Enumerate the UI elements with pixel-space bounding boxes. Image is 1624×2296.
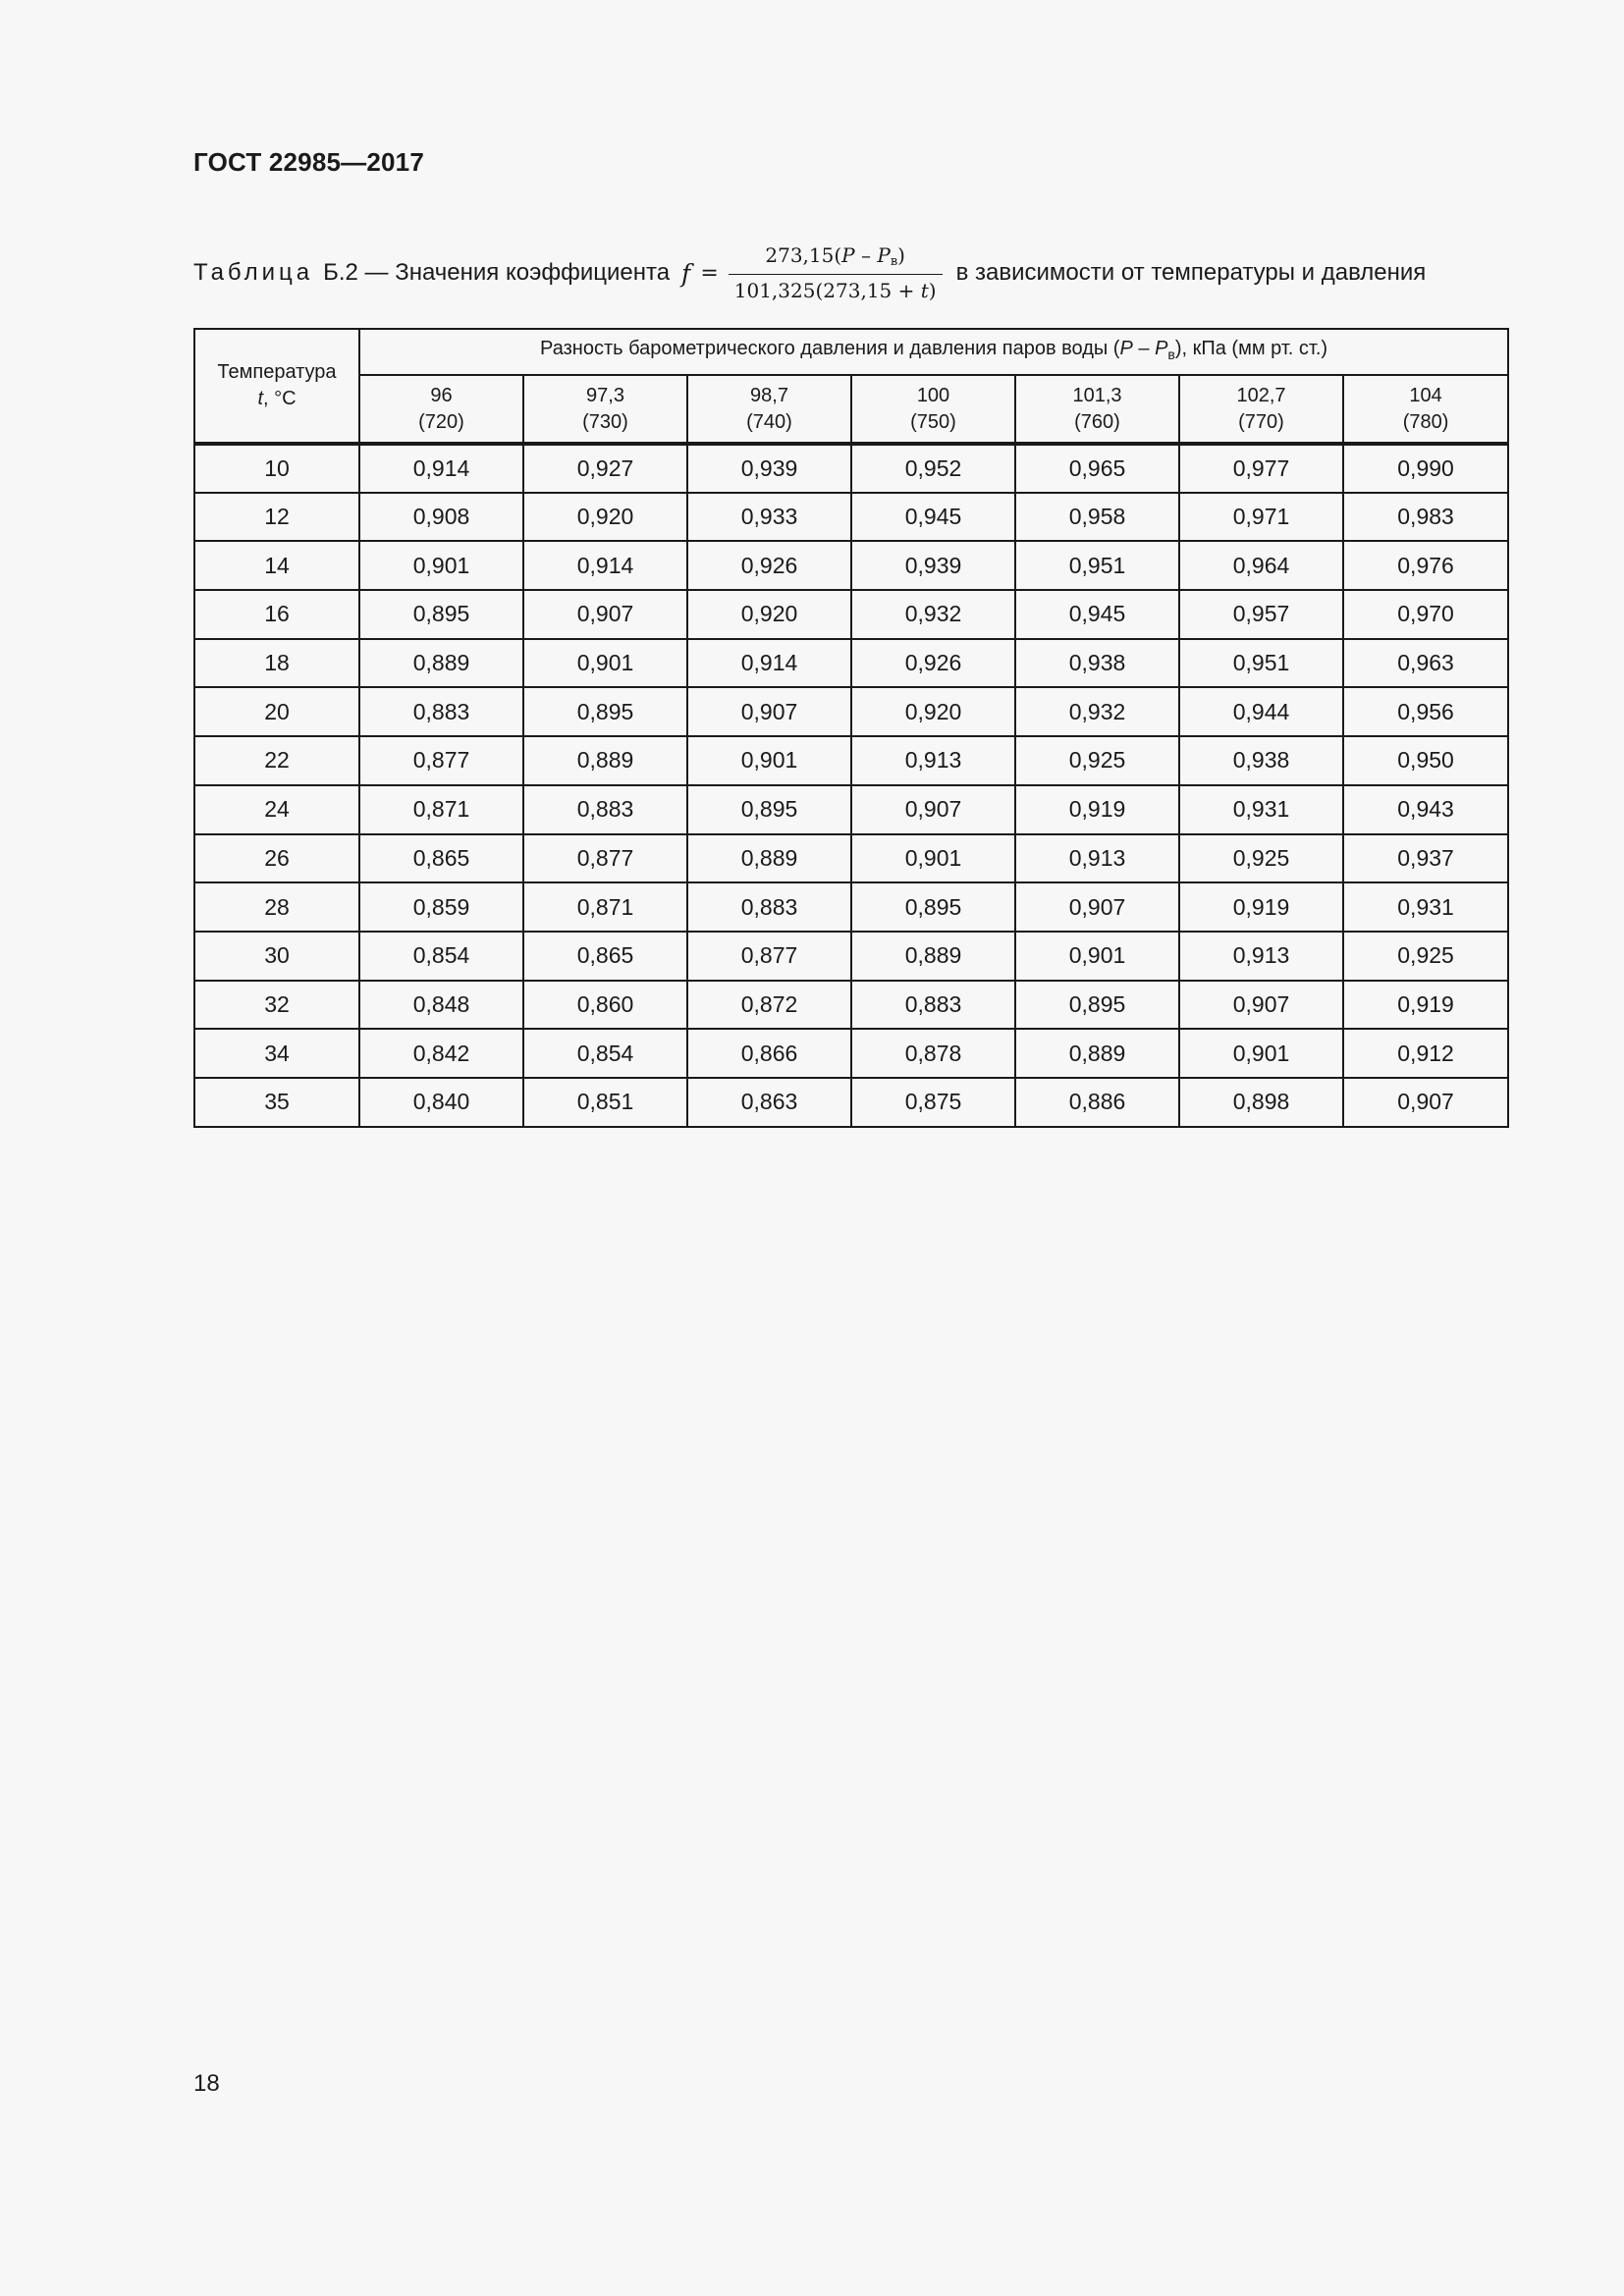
coefficient-cell: 0,907 [1015, 882, 1179, 932]
temperature-unit: , °С [263, 388, 297, 409]
pressure-column-header [1179, 375, 1343, 444]
temperature-header [194, 329, 359, 444]
coefficient-cell: 0,926 [851, 639, 1015, 688]
numerator-subscript: в [890, 254, 898, 269]
coefficient-cell: 0,895 [359, 590, 523, 639]
table-row [194, 981, 1508, 1030]
coefficient-cell: 0,886 [1015, 1078, 1179, 1127]
coefficient-cell: 0,865 [359, 834, 523, 883]
temperature-cell: 26 [194, 834, 359, 883]
coefficient-cell: 0,895 [1015, 981, 1179, 1030]
coefficient-cell: 0,964 [1179, 541, 1343, 590]
pressure-header-end: ), кПа (мм рт. ст.) [1174, 338, 1328, 359]
pressure-kpa: 100 [916, 384, 950, 406]
pressure-kpa: 98,7 [750, 384, 788, 406]
coefficient-cell: 0,913 [1015, 834, 1179, 883]
coefficient-cell: 0,920 [687, 590, 851, 639]
table-row [194, 882, 1508, 932]
coefficient-cell: 0,914 [523, 541, 687, 590]
coefficient-cell: 0,908 [359, 493, 523, 542]
temperature-variable: t [257, 388, 263, 409]
coefficient-cell: 0,945 [1015, 590, 1179, 639]
coefficient-cell: 0,950 [1343, 736, 1508, 785]
document-id: ГОСТ 22985—2017 [193, 147, 424, 177]
coefficient-cell: 0,840 [359, 1078, 523, 1127]
temperature-cell: 30 [194, 932, 359, 981]
coefficient-cell: 0,933 [687, 493, 851, 542]
table-row [194, 736, 1508, 785]
coefficient-cell: 0,901 [687, 736, 851, 785]
table-row [194, 493, 1508, 542]
coefficient-cell: 0,931 [1179, 785, 1343, 834]
coefficient-cell: 0,865 [523, 932, 687, 981]
temperature-cell: 18 [194, 639, 359, 688]
coefficient-cell: 0,851 [523, 1078, 687, 1127]
pressure-kpa: 97,3 [586, 384, 624, 406]
table-row [194, 590, 1508, 639]
coefficient-cell: 0,951 [1015, 541, 1179, 590]
coefficient-cell: 0,883 [687, 882, 851, 932]
coefficient-cell: 0,883 [523, 785, 687, 834]
temperature-cell: 28 [194, 882, 359, 932]
coefficient-cell: 0,907 [1343, 1078, 1508, 1127]
coefficient-cell: 0,925 [1015, 736, 1179, 785]
coefficient-cell: 0,860 [523, 981, 687, 1030]
coefficient-cell: 0,872 [687, 981, 851, 1030]
formula-fraction [729, 245, 943, 300]
coefficient-cell: 0,965 [1015, 444, 1179, 493]
numerator-constant: 273,15 [765, 243, 835, 267]
coefficient-cell: 0,920 [523, 493, 687, 542]
coefficient-cell: 0,871 [523, 882, 687, 932]
coefficient-cell: 0,848 [359, 981, 523, 1030]
caption-suffix: в зависимости от температуры и давления [955, 259, 1427, 286]
table-row [194, 1078, 1508, 1127]
pressure-mmhg: (760) [1074, 410, 1120, 433]
pressure-column-header [851, 375, 1015, 444]
pressure-header-minus: – [1132, 338, 1156, 359]
coefficient-cell: 0,925 [1343, 932, 1508, 981]
coefficient-cell: 0,945 [851, 493, 1015, 542]
temperature-cell: 20 [194, 687, 359, 736]
pressure-mmhg: (740) [746, 410, 792, 433]
pressure-kpa: 104 [1409, 384, 1442, 406]
coefficient-cell: 0,970 [1343, 590, 1508, 639]
coefficient-cell: 0,939 [851, 541, 1015, 590]
coefficient-cell: 0,895 [523, 687, 687, 736]
temperature-cell: 12 [194, 493, 359, 542]
table-row [194, 834, 1508, 883]
coefficient-cell: 0,889 [359, 639, 523, 688]
pressure-header-start: Разность барометрического давления и давления паров воды ( [540, 338, 1120, 359]
coefficient-cell: 0,863 [687, 1078, 851, 1127]
table-row [194, 785, 1508, 834]
coefficient-cell: 0,963 [1343, 639, 1508, 688]
temperature-cell: 14 [194, 541, 359, 590]
coefficient-cell: 0,907 [687, 687, 851, 736]
pressure-column-header [359, 375, 523, 444]
coefficient-cell: 0,932 [851, 590, 1015, 639]
coefficient-cell: 0,919 [1179, 882, 1343, 932]
caption-prefix: Таблица [193, 259, 314, 286]
coefficient-cell: 0,957 [1179, 590, 1343, 639]
numerator-p: P [841, 243, 855, 267]
coefficient-cell: 0,859 [359, 882, 523, 932]
coefficient-cell: 0,914 [687, 639, 851, 688]
denominator-inner: 273,15 + [823, 279, 921, 302]
denominator-constant: 101,325 [733, 279, 816, 302]
coefficient-cell: 0,944 [1179, 687, 1343, 736]
coefficient-cell: 0,952 [851, 444, 1015, 493]
coefficient-formula [681, 245, 943, 300]
coefficient-cell: 0,901 [1179, 1029, 1343, 1078]
pressure-header-pv: P [1155, 338, 1168, 359]
formula-numerator: $273,15(P - P_в)$ [765, 243, 905, 269]
temperature-cell: 35 [194, 1078, 359, 1127]
coefficient-cell: 0,854 [523, 1029, 687, 1078]
coefficient-cell: 0,901 [359, 541, 523, 590]
pressure-mmhg: (780) [1402, 410, 1449, 433]
coefficient-cell: 0,939 [687, 444, 851, 493]
coefficient-cell: 0,937 [1343, 834, 1508, 883]
caption-label: Б.2 — Значения коэффициента [323, 259, 671, 286]
coefficient-cell: 0,926 [687, 541, 851, 590]
denominator-t: t [920, 279, 929, 302]
coefficient-cell: 0,931 [1343, 882, 1508, 932]
numerator-minus: – [854, 243, 878, 267]
pressure-kpa: 96 [430, 384, 453, 406]
pressure-mmhg: (770) [1238, 410, 1284, 433]
coefficient-cell: 0,932 [1015, 687, 1179, 736]
temperature-cell: 24 [194, 785, 359, 834]
coefficient-cell: 0,913 [1179, 932, 1343, 981]
temperature-header-label: Температура [217, 361, 337, 383]
numerator-pv: P [877, 243, 891, 267]
table-row [194, 932, 1508, 981]
coefficient-cell: 0,889 [1015, 1029, 1179, 1078]
coefficient-cell: 0,976 [1343, 541, 1508, 590]
coefficient-cell: 0,866 [687, 1029, 851, 1078]
coefficient-cell: 0,883 [359, 687, 523, 736]
pressure-mmhg: (750) [910, 410, 956, 433]
pressure-kpa: 102,7 [1236, 384, 1286, 406]
pressure-mmhg: (720) [418, 410, 464, 433]
coefficient-cell: 0,912 [1343, 1029, 1508, 1078]
coefficient-cell: 0,895 [687, 785, 851, 834]
formula-denominator: 101,325(273,15 + t) [729, 274, 943, 300]
coefficient-cell: 0,842 [359, 1029, 523, 1078]
coefficient-cell: 0,901 [851, 834, 1015, 883]
coefficient-cell: 0,956 [1343, 687, 1508, 736]
coefficient-cell: 0,895 [851, 882, 1015, 932]
table-row [194, 687, 1508, 736]
coefficient-cell: 0,854 [359, 932, 523, 981]
coefficient-cell: 0,889 [523, 736, 687, 785]
coefficient-cell: 0,889 [687, 834, 851, 883]
pressure-column-header [1015, 375, 1179, 444]
coefficient-cell: 0,958 [1015, 493, 1179, 542]
formula-variable: f [681, 258, 691, 288]
coefficient-cell: 0,938 [1179, 736, 1343, 785]
coefficient-cell: 0,914 [359, 444, 523, 493]
formula-equals: = [700, 260, 719, 286]
coefficient-cell: 0,877 [523, 834, 687, 883]
page-number: 18 [193, 2070, 220, 2097]
coefficient-cell: 0,871 [359, 785, 523, 834]
pressure-column-header [687, 375, 851, 444]
table-row [194, 541, 1508, 590]
coefficient-cell: 0,883 [851, 981, 1015, 1030]
coefficient-cell: 0,938 [1015, 639, 1179, 688]
table-row [194, 639, 1508, 688]
coefficient-cell: 0,875 [851, 1078, 1015, 1127]
coefficient-cell: 0,990 [1343, 444, 1508, 493]
coefficient-cell: 0,977 [1179, 444, 1343, 493]
coefficient-cell: 0,920 [851, 687, 1015, 736]
coefficient-cell: 0,877 [687, 932, 851, 981]
pressure-header-subscript: в [1167, 347, 1175, 362]
pressure-mmhg: (730) [582, 410, 628, 433]
temperature-cell: 10 [194, 444, 359, 493]
coefficient-cell: 0,878 [851, 1029, 1015, 1078]
coefficient-cell: 0,943 [1343, 785, 1508, 834]
coefficient-cell: 0,907 [1179, 981, 1343, 1030]
coefficient-cell: 0,983 [1343, 493, 1508, 542]
coefficient-cell: 0,901 [523, 639, 687, 688]
pressure-column-header [1343, 375, 1508, 444]
coefficient-cell: 0,971 [1179, 493, 1343, 542]
temperature-cell: 34 [194, 1029, 359, 1078]
pressure-header-p: P [1119, 338, 1133, 359]
pressure-header [359, 329, 1508, 375]
coefficient-cell: 0,927 [523, 444, 687, 493]
pressure-kpa: 101,3 [1072, 384, 1122, 406]
coefficient-cell: 0,919 [1015, 785, 1179, 834]
table-row [194, 1029, 1508, 1078]
temperature-cell: 32 [194, 981, 359, 1030]
coefficient-cell: 0,913 [851, 736, 1015, 785]
table-caption [193, 234, 1426, 312]
coefficient-cell: 0,925 [1179, 834, 1343, 883]
coefficient-cell: 0,951 [1179, 639, 1343, 688]
coefficient-cell: 0,901 [1015, 932, 1179, 981]
coefficient-cell: 0,877 [359, 736, 523, 785]
coefficient-cell: 0,898 [1179, 1078, 1343, 1127]
temperature-cell: 16 [194, 590, 359, 639]
coefficient-cell: 0,907 [523, 590, 687, 639]
table-row [194, 444, 1508, 493]
temperature-cell: 22 [194, 736, 359, 785]
coefficient-cell: 0,919 [1343, 981, 1508, 1030]
pressure-column-header [523, 375, 687, 444]
coefficient-cell: 0,889 [851, 932, 1015, 981]
coefficient-table [193, 328, 1509, 1128]
coefficient-cell: 0,907 [851, 785, 1015, 834]
